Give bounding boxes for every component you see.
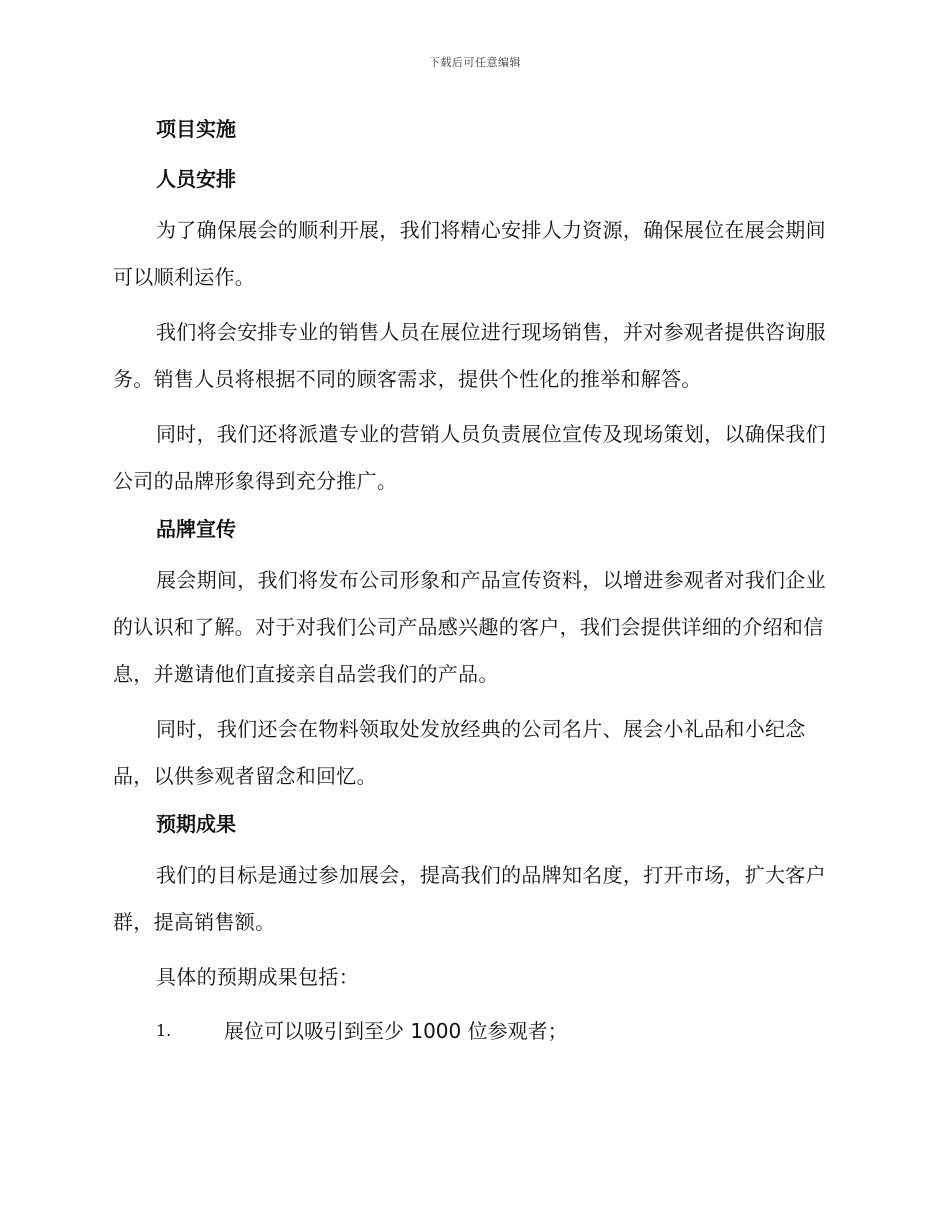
section-heading-brand-promotion: 品牌宣传 xyxy=(156,517,236,541)
paragraph-staffing-intro: 为了确保展会的顺利开展，我们将精心安排人力资源，确保展位在展会期间可以顺利运作。 xyxy=(113,218,826,289)
list-item-text: 展位可以吸引到至少 1000 位参观者； xyxy=(224,1019,568,1043)
paragraph-goals: 我们的目标是通过参加展会，提高我们的品牌知名度，打开市场，扩大客户群，提高销售额。 xyxy=(113,863,826,934)
page-header-note: 下载后可任意编辑 xyxy=(429,56,521,69)
list-item-number: 1. xyxy=(156,1021,172,1040)
section-heading-staffing: 人员安排 xyxy=(156,167,236,191)
document-body xyxy=(113,113,833,1047)
list-item xyxy=(113,1015,833,1047)
paragraph-marketing-staff: 同时，我们还将派遣专业的营销人员负责展位宣传及现场策划，以确保我们公司的品牌形象得到充分推广。 xyxy=(113,422,826,493)
paragraph-results-intro: 具体的预期成果包括： xyxy=(156,965,359,989)
paragraph-brand-materials: 展会期间，我们将发布公司形象和产品宣传资料，以增进参观者对我们企业的认识和了解。对于对我们公司产品感兴趣的客户，我们会提供详细的介绍和信息，并邀请他们直接亲自品尝我们的产品。 xyxy=(113,568,826,686)
paragraph-sales-staff: 我们将会安排专业的销售人员在展位进行现场销售，并对参观者提供咨询服务。销售人员将根据不同的顾客需求，提供个性化的推举和解答。 xyxy=(113,320,826,391)
paragraph-giveaways: 同时，我们还会在物料领取处发放经典的公司名片、展会小礼品和小纪念品，以供参观者留念和回忆。 xyxy=(113,717,806,788)
section-heading-expected-results: 预期成果 xyxy=(156,812,236,836)
section-heading-project-implementation: 项目实施 xyxy=(156,117,236,141)
